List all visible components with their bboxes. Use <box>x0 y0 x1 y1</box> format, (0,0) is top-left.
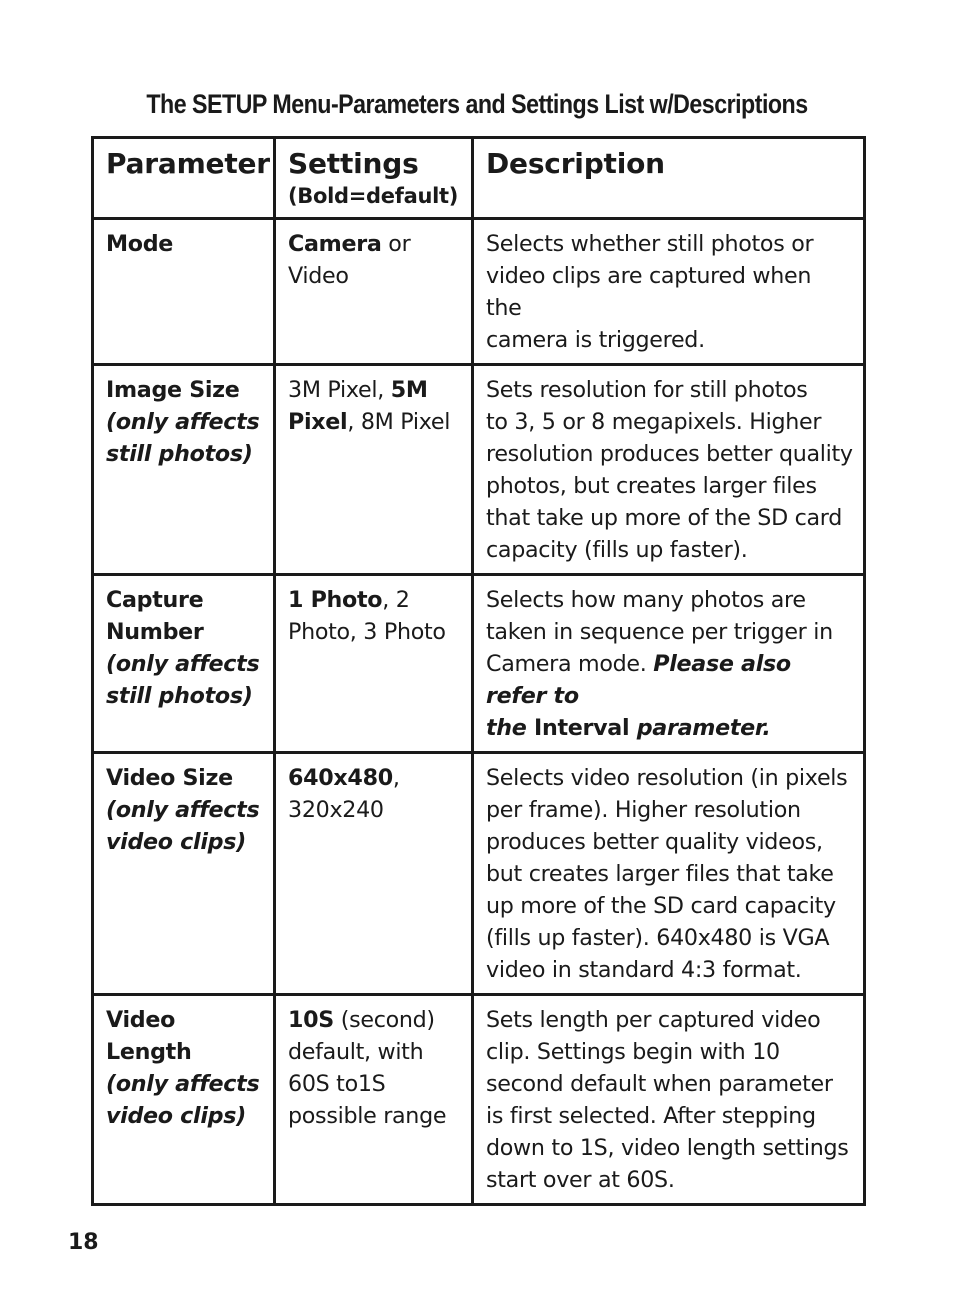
param-name: Capture <box>106 587 204 613</box>
description-line: Selects how many photos are <box>486 587 806 613</box>
description-line: but creates larger files that take <box>486 861 834 887</box>
description-emphasis: parameter. <box>629 715 771 741</box>
setting-default: 10S <box>288 1007 334 1033</box>
description-line: clip. Settings begin with 10 <box>486 1039 780 1065</box>
param-note: (only affects <box>106 409 260 435</box>
header-description <box>473 138 865 219</box>
setting-default: Camera <box>288 231 382 257</box>
settings-cell <box>275 995 473 1205</box>
setting-default: Pixel <box>288 409 348 435</box>
description-line: Sets length per captured video <box>486 1007 821 1033</box>
description-line: up more of the SD card capacity <box>486 893 836 919</box>
description-line: Selects video resolution (in pixels <box>486 765 848 791</box>
description-line: taken in sequence per trigger in <box>486 619 833 645</box>
description-line: (fills up faster). 640x480 is VGA <box>486 925 830 951</box>
setup-parameters-table <box>91 136 866 1206</box>
description-cell <box>473 219 865 365</box>
param-name: Video Length <box>106 1007 192 1065</box>
setting-text: (second) <box>333 1007 435 1033</box>
page-title: The SETUP Menu-Parameters and Settings List w/Descriptions <box>146 89 808 119</box>
setting-text: possible range <box>288 1103 447 1129</box>
table-row-mode <box>93 219 865 365</box>
settings-cell <box>275 365 473 575</box>
settings-cell <box>275 575 473 753</box>
description-strong: Interval <box>526 715 630 741</box>
description-line: resolution produces better quality <box>486 441 853 467</box>
param-note: (only affects <box>106 797 260 823</box>
setting-text: , 8M Pixel <box>347 409 451 435</box>
setting-default: 1 Photo <box>288 587 383 613</box>
description-line: down to 1S, video length settings <box>486 1135 849 1161</box>
description-line: Selects whether still photos or <box>486 231 814 257</box>
description-line: capacity (fills up faster). <box>486 537 748 563</box>
description-text: Camera mode. <box>486 651 654 677</box>
table-row-image-size <box>93 365 865 575</box>
param-cell <box>93 219 275 365</box>
param-cell <box>93 753 275 995</box>
param-note: video clips) <box>106 829 246 855</box>
description-line: second default when parameter <box>486 1071 833 1097</box>
table-row-capture-number <box>93 575 865 753</box>
description-cell <box>473 995 865 1205</box>
setting-default: 640x480 <box>288 765 393 791</box>
description-line: video clips are captured when the <box>486 263 812 321</box>
description-line: start over at 60S. <box>486 1167 675 1193</box>
param-note: still photos) <box>106 441 253 467</box>
header-parameter <box>93 138 275 219</box>
settings-cell <box>275 753 473 995</box>
settings-cell <box>275 219 473 365</box>
description-line: Sets resolution for still photos <box>486 377 808 403</box>
description-line: to 3, 5 or 8 megapixels. Higher <box>486 409 822 435</box>
header-settings-note: (Bold=default) <box>288 184 459 208</box>
param-name: Video Size <box>106 765 233 791</box>
setting-text: 3M Pixel, <box>288 377 391 403</box>
table-header-row <box>93 138 865 219</box>
param-name: Image Size <box>106 377 240 403</box>
param-cell <box>93 995 275 1205</box>
setting-text: , 2 <box>382 587 410 613</box>
setting-text: 320x240 <box>288 797 384 823</box>
description-line: video in standard 4:3 format. <box>486 957 802 983</box>
setting-text: default, with <box>288 1039 424 1065</box>
header-description-label: Description <box>486 147 665 180</box>
setting-text: 60S to1S <box>288 1071 386 1097</box>
header-parameter-label: Parameter <box>106 147 270 180</box>
description-line: camera is triggered. <box>486 327 705 353</box>
setting-text: , <box>392 765 400 791</box>
param-note: video clips) <box>106 1103 246 1129</box>
param-note: still photos) <box>106 683 253 709</box>
param-cell <box>93 365 275 575</box>
description-cell <box>473 365 865 575</box>
param-cell <box>93 575 275 753</box>
param-note: (only affects <box>106 1071 260 1097</box>
description-line: is first selected. After stepping <box>486 1103 816 1129</box>
param-name: Mode <box>106 231 174 257</box>
description-cell <box>473 753 865 995</box>
description-line: photos, but creates larger files <box>486 473 817 499</box>
setting-text: Photo, 3 Photo <box>288 619 446 645</box>
header-settings-label: Settings <box>288 147 419 180</box>
header-settings <box>275 138 473 219</box>
param-note: (only affects <box>106 651 260 677</box>
description-line: that take up more of the SD card <box>486 505 843 531</box>
page-number: 18 <box>68 1230 99 1255</box>
setting-default: 5M <box>390 377 428 403</box>
description-line: produces better quality videos, <box>486 829 823 855</box>
table-row-video-length <box>93 995 865 1205</box>
description-emphasis: Please also refer to <box>486 651 791 709</box>
description-emphasis: the <box>486 715 527 741</box>
setting-text: Video <box>288 263 349 289</box>
table-row-video-size <box>93 753 865 995</box>
setting-text: or <box>381 231 411 257</box>
param-name: Number <box>106 619 204 645</box>
description-cell <box>473 575 865 753</box>
description-line: per frame). Higher resolution <box>486 797 801 823</box>
